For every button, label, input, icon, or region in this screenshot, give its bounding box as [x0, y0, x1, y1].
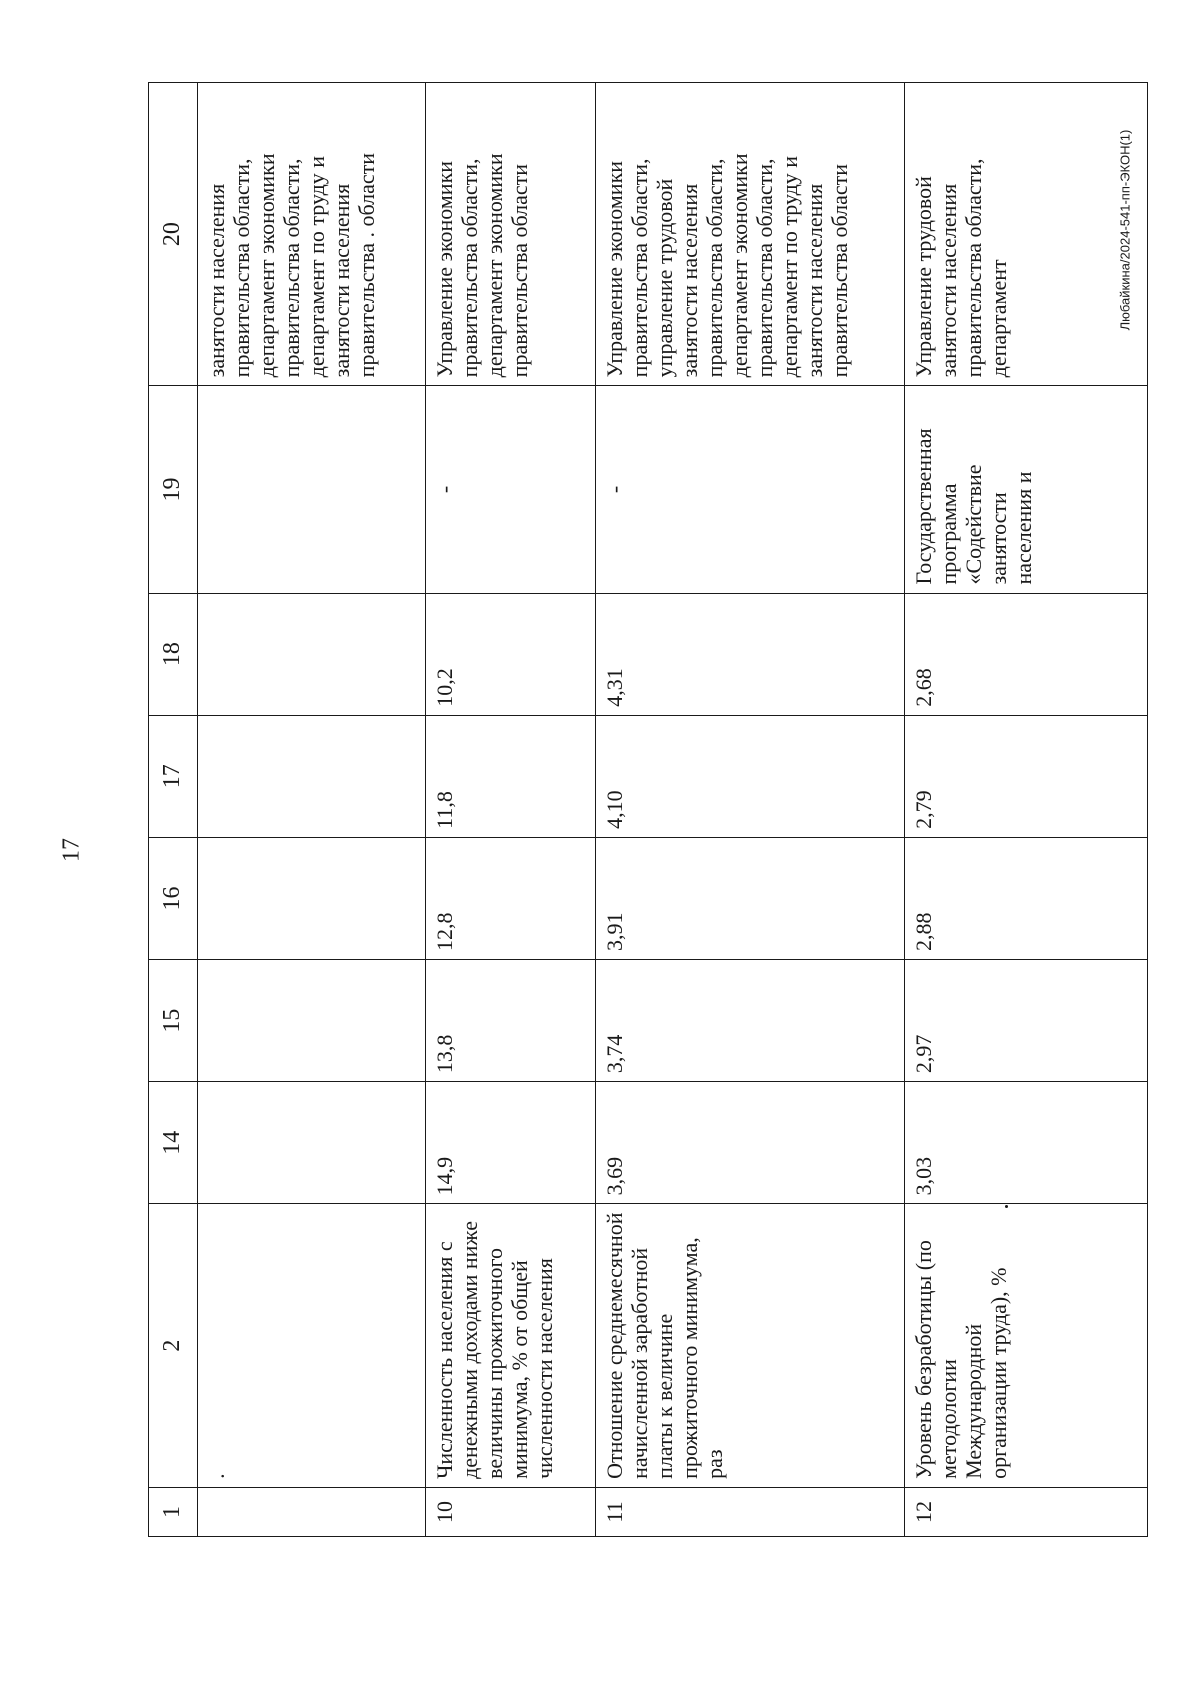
indicator-name: .: [197, 1204, 425, 1488]
header-cell: 20: [149, 83, 198, 386]
header-cell: 1: [149, 1487, 198, 1536]
table-row: [595, 83, 904, 1537]
header-cell: 17: [149, 715, 198, 837]
program-cell: -: [425, 386, 595, 593]
value-cell: 2,97: [904, 960, 1147, 1082]
table-row: [904, 83, 1147, 1537]
row-number: [197, 1487, 425, 1536]
header-cell: 14: [149, 1082, 198, 1204]
value-cell: 12,8: [425, 837, 595, 959]
table-frame: [148, 82, 1148, 1537]
program-cell: -: [595, 386, 904, 593]
value-cell: 4,10: [595, 715, 904, 837]
value-cell: 10,2: [425, 593, 595, 715]
value-cell: 13,8: [425, 960, 595, 1082]
indicator-name: Отношение среднемесячной начисленной заработной платы к величине прожиточного минимума, раз: [595, 1204, 904, 1488]
row-number: 12: [904, 1487, 1147, 1536]
value-cell: 2,88: [904, 837, 1147, 959]
value-cell: [197, 837, 425, 959]
responsible-cell: Управление трудовой занятости населения правительства области, департамент: [904, 83, 1147, 386]
value-cell: 3,69: [595, 1082, 904, 1204]
value-cell: 3,03: [904, 1082, 1147, 1204]
rotated-table-wrapper: [148, 82, 1148, 1537]
value-cell: [197, 960, 425, 1082]
row-number: 11: [595, 1487, 904, 1536]
value-cell: 4,31: [595, 593, 904, 715]
table-row: [197, 83, 425, 1537]
indicators-table: [148, 82, 1148, 1537]
header-cell: 16: [149, 837, 198, 959]
responsible-cell: Управление экономики правительства области, управление трудовой занятости населения правительства области, департамент экономики правительства области, департамент по труду и занятости населения правительства области: [595, 83, 904, 386]
document-code: Любайкина/2024-541-пп-ЭКОН(1): [1117, 129, 1133, 331]
program-cell: [197, 386, 425, 593]
value-cell: [197, 715, 425, 837]
row-number: 10: [425, 1487, 595, 1536]
header-cell: 15: [149, 960, 198, 1082]
indicator-name: Уровень безработицы (по методологии Международной организации труда), %: [904, 1204, 1147, 1488]
value-cell: 11,8: [425, 715, 595, 837]
indicator-name: Численность населения с денежными доходами ниже величины прожиточного минимума, % от общей численности населения: [425, 1204, 595, 1488]
header-cell: 2: [149, 1204, 198, 1488]
responsible-cell: занятости населения правительства области, департамент экономики правительства области, департамент по труду и занятости населения правительства . области: [197, 83, 425, 386]
value-cell: 14,9: [425, 1082, 595, 1204]
value-cell: 2,68: [904, 593, 1147, 715]
page-number: 17: [58, 838, 85, 862]
header-cell: 19: [149, 386, 198, 593]
value-cell: 3,91: [595, 837, 904, 959]
header-row: [149, 83, 198, 1537]
value-cell: 3,74: [595, 960, 904, 1082]
value-cell: [197, 593, 425, 715]
value-cell: 2,79: [904, 715, 1147, 837]
program-cell: Государственная программа «Содействие занятости населения и: [904, 386, 1147, 593]
table-row: [425, 83, 595, 1537]
header-cell: 18: [149, 593, 198, 715]
responsible-cell: Управление экономики правительства области, департамент экономики правительства области: [425, 83, 595, 386]
value-cell: [197, 1082, 425, 1204]
